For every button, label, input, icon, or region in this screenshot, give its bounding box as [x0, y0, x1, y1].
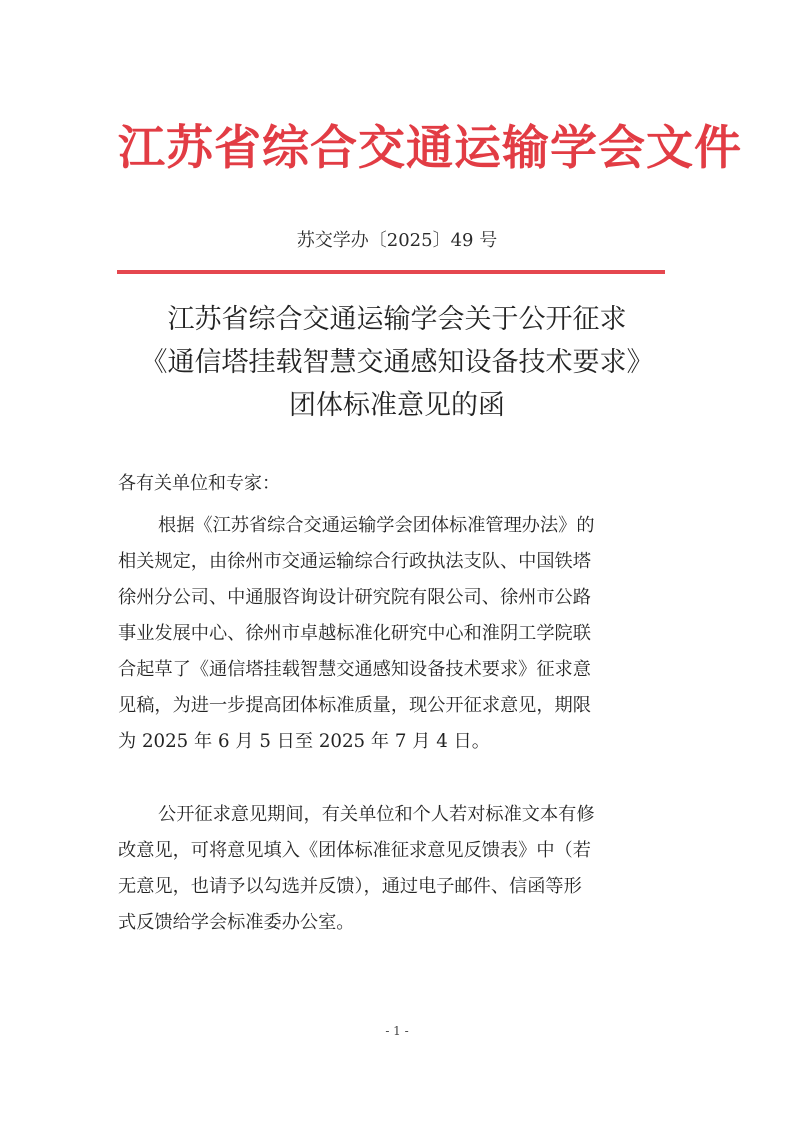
paragraph-line: 式反馈给学会标准委办公室。 — [118, 912, 355, 933]
paragraph-line: 无意见，也请予以勾选并反馈），通过电子邮件、信函等形 — [118, 876, 582, 897]
body-paragraph-1 — [118, 508, 666, 760]
document-header-title: 江苏省综合交通运输学会文件 — [118, 121, 742, 176]
subject-line-3: 团体标准意见的函 — [289, 390, 505, 421]
paragraph-line: 公开征求意见期间，有关单位和个人若对标准文本有修 — [158, 804, 595, 825]
paragraph-line: 为 2025 年 6 月 5 日至 2025 年 7 月 4 日。 — [118, 731, 490, 752]
document-subject — [0, 298, 794, 427]
header-divider — [117, 270, 665, 274]
paragraph-line: 事业发展中心、徐州市卓越标准化研究中心和淮阴工学院联 — [118, 623, 591, 644]
paragraph-line: 根据《江苏省综合交通运输学会团体标准管理办法》的 — [158, 515, 595, 536]
paragraph-line: 徐州分公司、中通服咨询设计研究院有限公司、徐州市公路 — [118, 587, 591, 608]
paragraph-line: 见稿，为进一步提高团体标准质量，现公开征求意见，期限 — [118, 695, 591, 716]
salutation: 各有关单位和专家： — [118, 473, 280, 494]
paragraph-line: 相关规定，由徐州市交通运输综合行政执法支队、中国铁塔 — [118, 551, 591, 572]
paragraph-line: 合起草了《通信塔挂载智慧交通感知设备技术要求》征求意 — [118, 659, 591, 680]
body-paragraph-2 — [118, 797, 666, 941]
subject-line-1: 江苏省综合交通运输学会关于公开征求 — [167, 304, 627, 335]
page-number: - 1 - — [385, 1024, 409, 1038]
document-number: 苏交学办〔2025〕49 号 — [296, 230, 498, 251]
subject-line-2: 《通信塔挂载智慧交通感知设备技术要求》 — [140, 347, 654, 378]
paragraph-line: 改意见，可将意见填入《团体标准征求意见反馈表》中（若 — [118, 840, 591, 861]
